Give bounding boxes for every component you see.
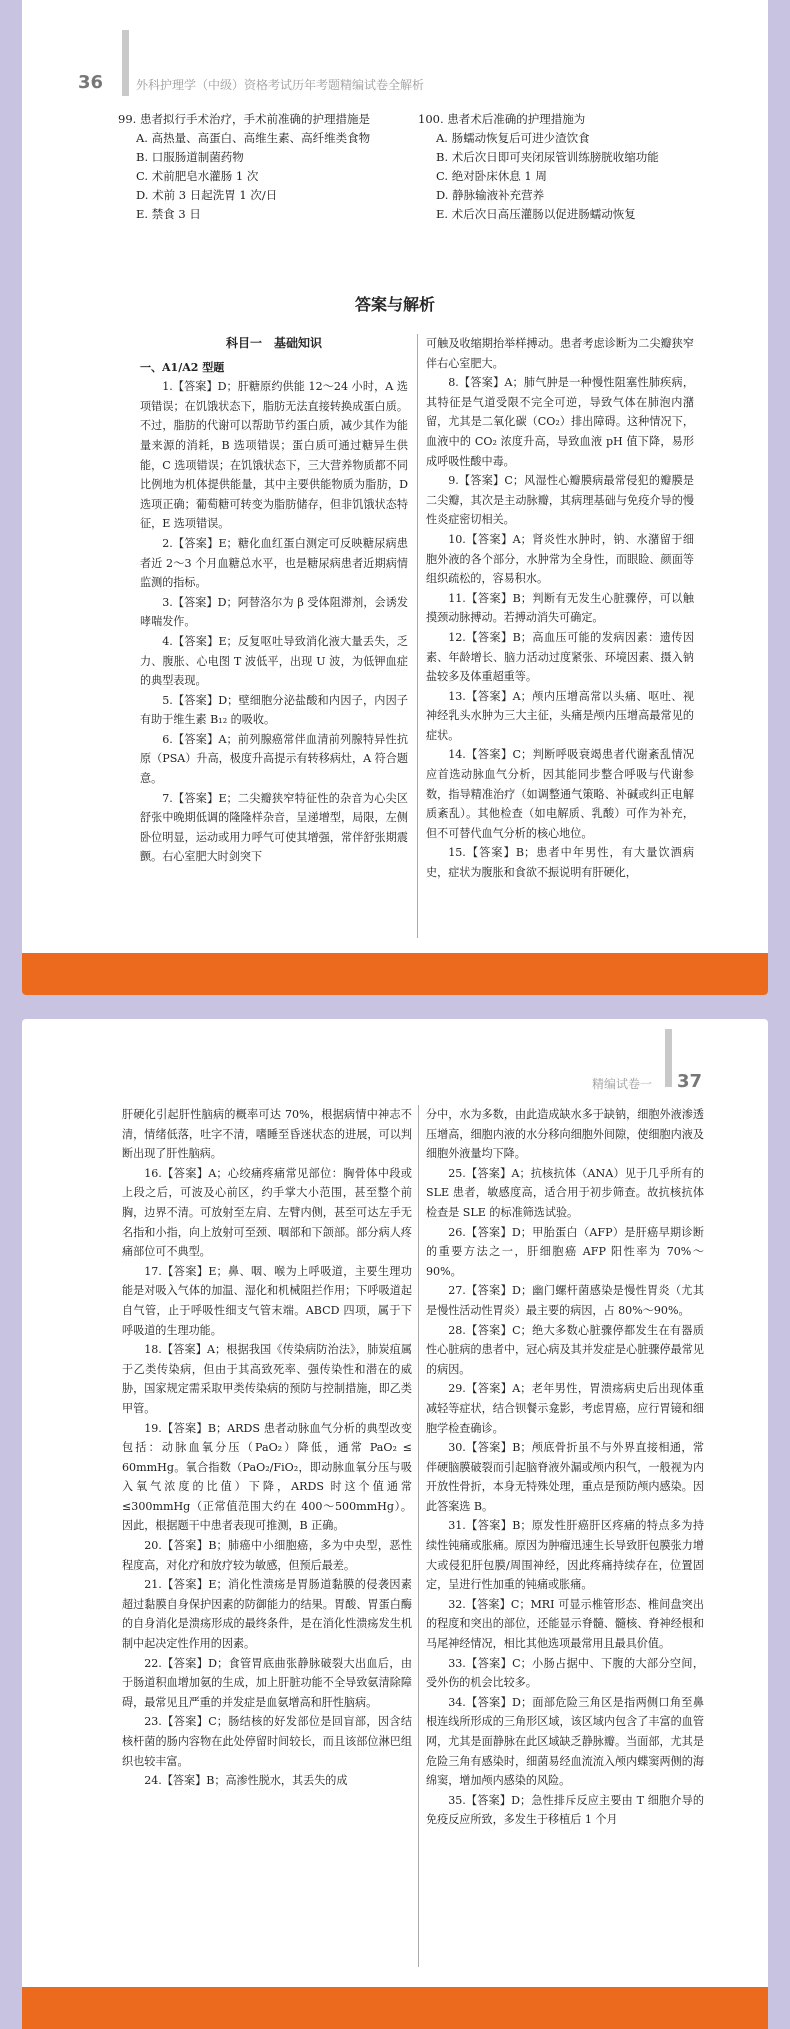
answer-paragraph: 34.【答案】D；面部危险三角区是指两侧口角至鼻根连线所形成的三角形区域，该区域内包含了丰富的血管网，尤其是面静脉在此区域缺乏静脉瓣。当面部，尤其是危险三角有感染时，细菌易经血流流入颅内蝶窦两侧的海绵窦，增加颅内感染的风险。 [426, 1695, 704, 1788]
answer-paragraph: 35.【答案】D；急性排斥反应主要由 T 细胞介导的免疫反应所致，多发生于移植后 1 个月 [426, 1793, 704, 1827]
answer-paragraph: 33.【答案】C；小肠占据中、下腹的大部分空间，受外伤的机会比较多。 [426, 1656, 704, 1690]
header-bar [665, 1029, 672, 1087]
page-36 [22, 0, 768, 995]
answer-paragraph: 13.【答案】A；颅内压增高常以头痛、呕吐、视神经乳头水肿为三大主征，头痛是颅内压增高最常见的症状。 [426, 689, 694, 742]
question-stem: 99. 患者拟行手术治疗，手术前准确的护理措施是 [118, 112, 370, 126]
answer-paragraph: 22.【答案】D；食管胃底曲张静脉破裂大出血后，由于肠道积血增加氨的生成，加上肝脏功能不全导致氨清除障碍，最常见且严重的并发症是血氨增高和肝性脑病。 [122, 1656, 412, 1709]
answer-paragraph: 19.【答案】B；ARDS 患者动脉血气分析的典型改变包括：动脉血氧分压（PaO₂）降低，通常 PaO₂ ≤ 60mmHg。氧合指数（PaO₂/FiO₂，即动脉血氧分压与吸入氧气浓度的比值）下降，ARDS 时这个值通常≤300mmHg（正常值范围大约在 400～500mmHg）。因此，根据题干中患者表现可推测，B 正确。 [122, 1421, 412, 1533]
answer-paragraph: 32.【答案】C；MRI 可显示椎管形态、椎间盘突出的程度和突出的部位，还能显示脊髓、髓核、脊神经根和马尾神经情况，相比其他选项最常用且最具价值。 [426, 1597, 704, 1651]
option: D. 静脉输液补充营养 [436, 188, 545, 202]
left-column [122, 1105, 412, 1791]
answer-paragraph: 1.【答案】D；肝糖原约供能 12～24 小时，A 选项错误；在饥饿状态下，脂肪无法直接转换成蛋白质。不过，脂肪的代谢可以帮助节约蛋白质，减少其作为能量来源的消耗，B 选项错误；蛋白质可通过糖异生供能，C 选项错误；在饥饿状态下，三大营养物质都不同比例地为机体提供能量，其中主要供能物质为脂肪，D 选项正确；葡萄糖可转变为脂肪储存，但非饥饿状态特征，E 选项错误。 [140, 380, 408, 531]
answer-paragraph: 14.【答案】C；判断呼吸衰竭患者代谢紊乱情况应首选动脉血气分析，因其能同步整合呼吸与代谢参数，指导精准治疗（如调整通气策略、补碱或纠正电解质紊乱）。其他检查（如电解质、乳酸）可作为补充，但不可替代血气分析的核心地位。 [426, 748, 694, 840]
answer-paragraph: 25.【答案】A；抗核抗体（ANA）见于几乎所有的 SLE 患者，敏感度高，适合用于初步筛查。故抗核抗体检查是 SLE 的标准筛选试验。 [426, 1166, 704, 1219]
column-divider [418, 1105, 419, 1967]
subject-heading: 科目一 基础知识 [225, 336, 322, 350]
left-column [140, 334, 408, 867]
answer-paragraph: 26.【答案】D；甲胎蛋白（AFP）是肝癌早期诊断的重要方法之一，肝细胞癌 AFP 阳性率为 70%～90%。 [426, 1225, 704, 1278]
answer-paragraph: 9.【答案】C；风湿性心瓣膜病最常侵犯的瓣膜是二尖瓣，其次是主动脉瓣，其病理基础与免疫介导的慢性炎症密切相关。 [426, 474, 694, 527]
answer-paragraph: 28.【答案】C；绝大多数心脏骤停都发生在有器质性心脏病的患者中，冠心病及其并发症是心脏骤停最常见的病因。 [426, 1323, 704, 1376]
answer-paragraph: 6.【答案】A；前列腺癌常伴血清前列腺特异性抗原（PSA）升高，极度升高提示有转移病灶，A 符合题意。 [140, 732, 408, 786]
option: D. 术前 3 日起洗胃 1 次/日 [136, 188, 278, 202]
footer-band [22, 953, 768, 995]
answer-paragraph: 21.【答案】E；消化性溃疡是胃肠道黏膜的侵袭因素超过黏膜自身保护因素的防御能力的结果。胃酸、胃蛋白酶的自身消化是溃疡形成的最终条件，是在消化性溃疡发生机制中起决定性作用的因素。 [122, 1578, 412, 1651]
header-bar [122, 30, 129, 96]
answer-paragraph: 2.【答案】E；糖化血红蛋白测定可反映糖尿病患者近 2～3 个月血糖总水平，也是糖尿病患者近期病情监测的指标。 [140, 536, 408, 590]
answer-paragraph: 31.【答案】B；原发性肝癌肝区疼痛的特点多为持续性钝痛或胀痛。原因为肿瘤迅速生长导致肝包膜张力增大或侵犯肝包膜/周围神经，因此疼痛持续存在，位置固定，呈进行性加重的钝痛或胀痛。 [426, 1519, 704, 1592]
answer-paragraph: 10.【答案】A；肾炎性水肿时，钠、水潴留于细胞外液的各个部分，水肿常为全身性，而眼睑、颜面等组织疏松的，容易积水。 [426, 532, 694, 586]
answer-paragraph: 11.【答案】B；判断有无发生心脏骤停，可以触摸颈动脉搏动。若搏动消失可确定。 [426, 591, 694, 625]
option: B. 术后次日即可夹闭尿管训练膀胱收缩功能 [436, 150, 659, 164]
section-title: 答案与解析 [354, 295, 435, 314]
answer-paragraph: 20.【答案】B；肺癌中小细胞癌，多为中央型，恶性程度高，对化疗和放疗较为敏感，但预后最差。 [122, 1539, 412, 1572]
answer-paragraph: 5.【答案】D；壁细胞分泌盐酸和内因子，内因子有助于维生素 B₁₂ 的吸收。 [140, 693, 408, 727]
header-title: 精编试卷一 [592, 1077, 653, 1091]
answer-paragraph: 7.【答案】E；二尖瓣狭窄特征性的杂音为心尖区舒张中晚期低调的隆隆样杂音，呈递增型，局限，左侧卧位明显，运动或用力呼气可使其增强，常伴舒张期震颤。右心室肥大时剑突下 [140, 791, 408, 864]
answer-paragraph: 4.【答案】E；反复呕吐导致消化液大量丢失，乏力、腹胀、心电图 T 波低平，出现 U 波，为低钾血症的典型表现。 [140, 634, 408, 688]
question-stem: 100. 患者术后准确的护理措施为 [418, 112, 586, 126]
header-title: 外科护理学（中级）资格考试历年考题精编试卷全解析 [136, 78, 425, 92]
answer-paragraph: 24.【答案】B；高渗性脱水，其丢失的成 [144, 1774, 348, 1788]
answer-paragraph: 15.【答案】B；患者中年男性，有大量饮酒病史，症状为腹胀和食欲不振说明有肝硬化， [426, 846, 694, 880]
column-divider [417, 334, 418, 938]
answer-paragraph: 16.【答案】A；心绞痛疼痛常见部位：胸骨体中段或上段之后，可波及心前区，约手掌大小范围，甚至整个前胸，边界不清。可放射至左肩、左臂内侧，甚至可达左手无名指和小指，向上放射可至颈、咽部和下颌部。部分病人疼痛部位可不典型。 [122, 1166, 412, 1259]
answer-paragraph: 29.【答案】A；老年男性，胃溃疡病史后出现体重减轻等症状，结合钡餐示龛影，考虑胃癌，应行胃镜和细胞学检查确诊。 [426, 1382, 704, 1435]
question-99 [118, 110, 413, 224]
page-number: 37 [677, 1071, 703, 1092]
answer-paragraph: 可触及收缩期抬举样搏动。患者考虑诊断为二尖瓣狭窄伴右心室肥大。 [426, 337, 694, 370]
answer-paragraph: 23.【答案】C；肠结核的好发部位是回盲部，因含结核杆菌的肠内容物在此处停留时间较长，而且该部位淋巴组织也较丰富。 [122, 1715, 412, 1768]
option: E. 术后次日高压灌肠以促进肠蠕动恢复 [436, 207, 636, 221]
option: E. 禁食 3 日 [136, 207, 201, 221]
option: C. 绝对卧床休息 1 周 [436, 169, 547, 183]
question-100 [418, 110, 718, 224]
option: A. 肠蠕动恢复后可进少渣饮食 [436, 131, 590, 145]
type-heading: 一、A1/A2 型题 [140, 360, 225, 374]
answer-paragraph: 27.【答案】D；幽门螺杆菌感染是慢性胃炎（尤其是慢性活动性胃炎）最主要的病因，占 80%～90%。 [426, 1284, 704, 1317]
answer-paragraph: 17.【答案】E；鼻、咽、喉为上呼吸道，主要生理功能是对吸入气体的加温、湿化和机械阻拦作用；下呼吸道起自气管，止于呼吸性细支气管末端。ABCD 四项，属于下呼吸道的生理功能。 [122, 1264, 412, 1337]
answer-paragraph: 8.【答案】A；肺气肿是一种慢性阻塞性肺疾病，其特征是气道受限不完全可逆，导致气体在肺泡内潴留，尤其是二氧化碳（CO₂）排出障碍。这种情况下，血液中的 CO₂ 浓度升高，导致血液 pH 值下降，易形成呼吸性酸中毒。 [426, 376, 694, 468]
footer-band [22, 1987, 768, 2029]
answer-paragraph: 分中，水为多数，由此造成缺水多于缺钠，细胞外液渗透压增高，细胞内液的水分移向细胞外间隙，使细胞内液及细胞外液量均下降。 [426, 1108, 704, 1161]
option: C. 术前肥皂水灌肠 1 次 [136, 169, 259, 183]
option: A. 高热量、高蛋白、高维生素、高纤维类食物 [136, 131, 371, 145]
answer-paragraph: 3.【答案】D；阿替洛尔为 β 受体阻滞剂，会诱发哮喘发作。 [140, 595, 408, 629]
answer-paragraph: 18.【答案】A；根据我国《传染病防治法》，肺炭疽属于乙类传染病，但由于其高致死率、强传染性和潜在的威胁，国家规定需采取甲类传染病的预防与控制措施，即乙类甲管。 [122, 1343, 412, 1415]
option: B. 口服肠道制菌药物 [136, 150, 244, 164]
answer-paragraph: 肝硬化引起肝性脑病的概率可达 70%，根据病情中神志不清，情绪低落，吐字不清，嗜睡至昏迷状态的进展，可以判断出现了肝性脑病。 [122, 1108, 412, 1161]
right-column [426, 334, 694, 883]
right-column [426, 1105, 704, 1830]
page-number: 36 [78, 72, 104, 93]
answer-paragraph: 12.【答案】B；高血压可能的发病因素：遗传因素、年龄增长、脑力活动过度紧张、环境因素、摄入钠盐较多及体重超重等。 [426, 630, 694, 684]
answer-paragraph: 30.【答案】B；颅底骨折虽不与外界直接相通，常伴硬脑膜破裂而引起脑脊液外漏或颅内积气，一般视为内开放性骨折，本身无特殊处理，重点是预防颅内感染。因此答案选 B。 [426, 1441, 704, 1513]
page-37 [22, 1019, 768, 2029]
